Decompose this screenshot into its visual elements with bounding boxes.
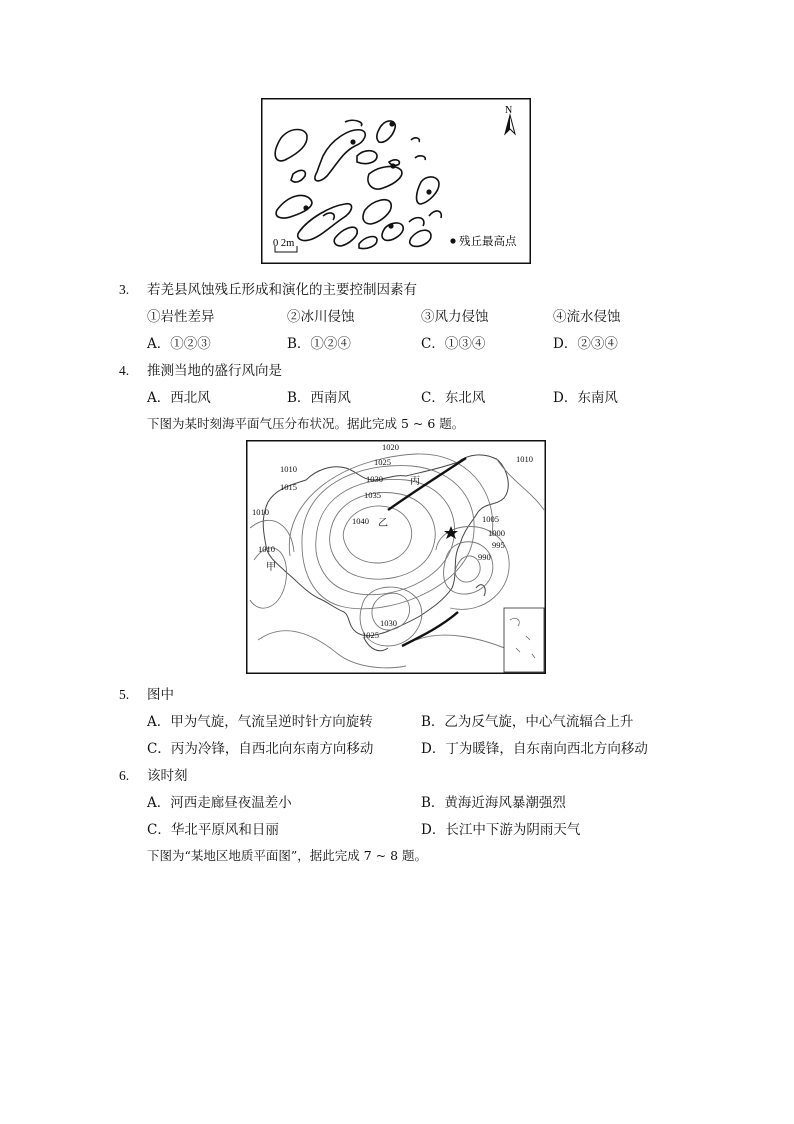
factor-item: ③风力侵蚀 bbox=[421, 309, 489, 325]
isobar-label: 1010 bbox=[516, 454, 533, 464]
option-letter: B． bbox=[287, 390, 311, 406]
option-d[interactable] bbox=[553, 335, 618, 353]
pressure-map-svg bbox=[246, 440, 546, 674]
option-text: 东北风 bbox=[444, 390, 486, 406]
south-china-sea-inset bbox=[504, 608, 544, 672]
option-letter: D． bbox=[553, 390, 578, 406]
option-a[interactable] bbox=[147, 794, 292, 812]
option-text: 华北平原风和日丽 bbox=[170, 822, 279, 838]
highest-point-marker bbox=[390, 163, 395, 168]
option-b[interactable] bbox=[421, 713, 633, 731]
option-a[interactable] bbox=[147, 335, 211, 353]
option-letter: D． bbox=[421, 822, 446, 838]
highest-point-marker bbox=[426, 189, 431, 194]
intro-7-8: 下图为“某地区地质平面图”，据此完成 7 ~ 8 题。 bbox=[147, 848, 428, 863]
option-text: ①②④ bbox=[310, 336, 351, 352]
yardang-map-svg bbox=[261, 98, 531, 264]
option-text: ①③④ bbox=[444, 336, 486, 352]
option-letter: B． bbox=[421, 714, 445, 730]
option-a[interactable] bbox=[147, 713, 373, 731]
option-text: 东南风 bbox=[577, 390, 618, 406]
isobar-label: 1010 bbox=[280, 464, 297, 474]
option-text: 甲为气旋，气流呈逆时针方向旋转 bbox=[170, 714, 373, 730]
isobar-label: 1025 bbox=[362, 630, 379, 640]
option-letter: C． bbox=[421, 336, 445, 352]
option-letter: B． bbox=[287, 336, 311, 352]
option-letter: A． bbox=[147, 714, 171, 730]
option-letter: C． bbox=[147, 822, 171, 838]
option-text: ②③④ bbox=[577, 336, 618, 352]
isobar-label: 1025 bbox=[374, 457, 391, 467]
option-text: 长江中下游为阴雨天气 bbox=[445, 822, 581, 838]
option-letter: B． bbox=[421, 795, 445, 811]
option-letter: A． bbox=[147, 390, 171, 406]
isobar-label: 1010 bbox=[252, 507, 269, 517]
isobar-label: 1010 bbox=[258, 544, 275, 554]
option-d[interactable] bbox=[553, 389, 618, 407]
option-b[interactable] bbox=[421, 794, 566, 812]
place-label-jia: 甲 bbox=[266, 562, 276, 573]
legend-dot-icon bbox=[450, 238, 455, 243]
question-5-stem: 图中 bbox=[147, 687, 174, 703]
isobar-label: 1030 bbox=[366, 474, 383, 484]
option-c[interactable] bbox=[147, 740, 373, 758]
option-text: 黄海近海风暴潮强烈 bbox=[444, 795, 566, 811]
isobar-label: 1030 bbox=[380, 618, 397, 628]
option-a[interactable] bbox=[147, 389, 211, 407]
isobar-label: 995 bbox=[492, 540, 505, 550]
option-text: ①②③ bbox=[170, 336, 211, 352]
question-4-number: 4. bbox=[119, 363, 130, 378]
scale-label: 0 2m bbox=[273, 238, 295, 249]
option-letter: D． bbox=[553, 336, 578, 352]
factor-item: ④流水侵蚀 bbox=[553, 309, 621, 325]
option-text: 丙为冷锋，自西北向东南方向移动 bbox=[170, 741, 374, 757]
isobar-label: 1015 bbox=[280, 482, 297, 492]
option-text: 西北风 bbox=[170, 390, 211, 406]
isobar-label: 1005 bbox=[482, 514, 499, 524]
option-text: 乙为反气旋，中心气流辐合上升 bbox=[444, 714, 634, 730]
isobar-label: 990 bbox=[478, 552, 491, 562]
option-d[interactable] bbox=[421, 740, 648, 758]
pressure-map-figure bbox=[246, 440, 546, 674]
option-text: 丁为暖锋，自东南向西北方向移动 bbox=[445, 741, 648, 757]
highest-point-marker bbox=[389, 121, 394, 126]
legend-label: 残丘最高点 bbox=[459, 236, 517, 248]
factor-item: ②冰川侵蚀 bbox=[287, 309, 355, 325]
option-text: 河西走廊昼夜温差小 bbox=[170, 795, 292, 811]
question-3-number: 3. bbox=[119, 282, 130, 297]
question-6-number: 6. bbox=[119, 768, 130, 783]
place-label-yi: 乙 bbox=[378, 518, 388, 529]
isobar-label: 1020 bbox=[382, 442, 399, 452]
highest-point-marker bbox=[350, 139, 355, 144]
isobar-label: 1035 bbox=[364, 490, 381, 500]
question-6-stem: 该时刻 bbox=[147, 768, 188, 784]
option-letter: C． bbox=[147, 741, 171, 757]
option-c[interactable] bbox=[147, 821, 279, 839]
question-3-stem: 若羌县风蚀残丘形成和演化的主要控制因素有 bbox=[147, 282, 417, 298]
option-c[interactable] bbox=[421, 389, 485, 407]
option-b[interactable] bbox=[287, 389, 351, 407]
yardang-map-figure bbox=[261, 98, 531, 264]
option-d[interactable] bbox=[421, 821, 580, 839]
option-letter: A． bbox=[147, 336, 171, 352]
option-c[interactable] bbox=[421, 335, 485, 353]
question-4-stem: 推测当地的盛行风向是 bbox=[147, 363, 282, 379]
option-letter: A． bbox=[147, 795, 171, 811]
isobar-label: 1040 bbox=[352, 516, 369, 526]
highest-point-marker bbox=[303, 205, 308, 210]
factor-item: ①岩性差异 bbox=[147, 309, 215, 325]
question-5-number: 5. bbox=[119, 687, 130, 702]
intro-5-6: 下图为某时刻海平面气压分布状况。据此完成 5 ~ 6 题。 bbox=[147, 416, 465, 431]
option-letter: C． bbox=[421, 390, 445, 406]
north-label: N bbox=[505, 105, 513, 116]
place-label-bing: 丙 bbox=[410, 476, 420, 487]
isobar-label: 1000 bbox=[488, 528, 505, 538]
option-b[interactable] bbox=[287, 335, 351, 353]
option-text: 西南风 bbox=[310, 390, 351, 406]
option-letter: D． bbox=[421, 741, 446, 757]
highest-point-marker bbox=[388, 223, 393, 228]
